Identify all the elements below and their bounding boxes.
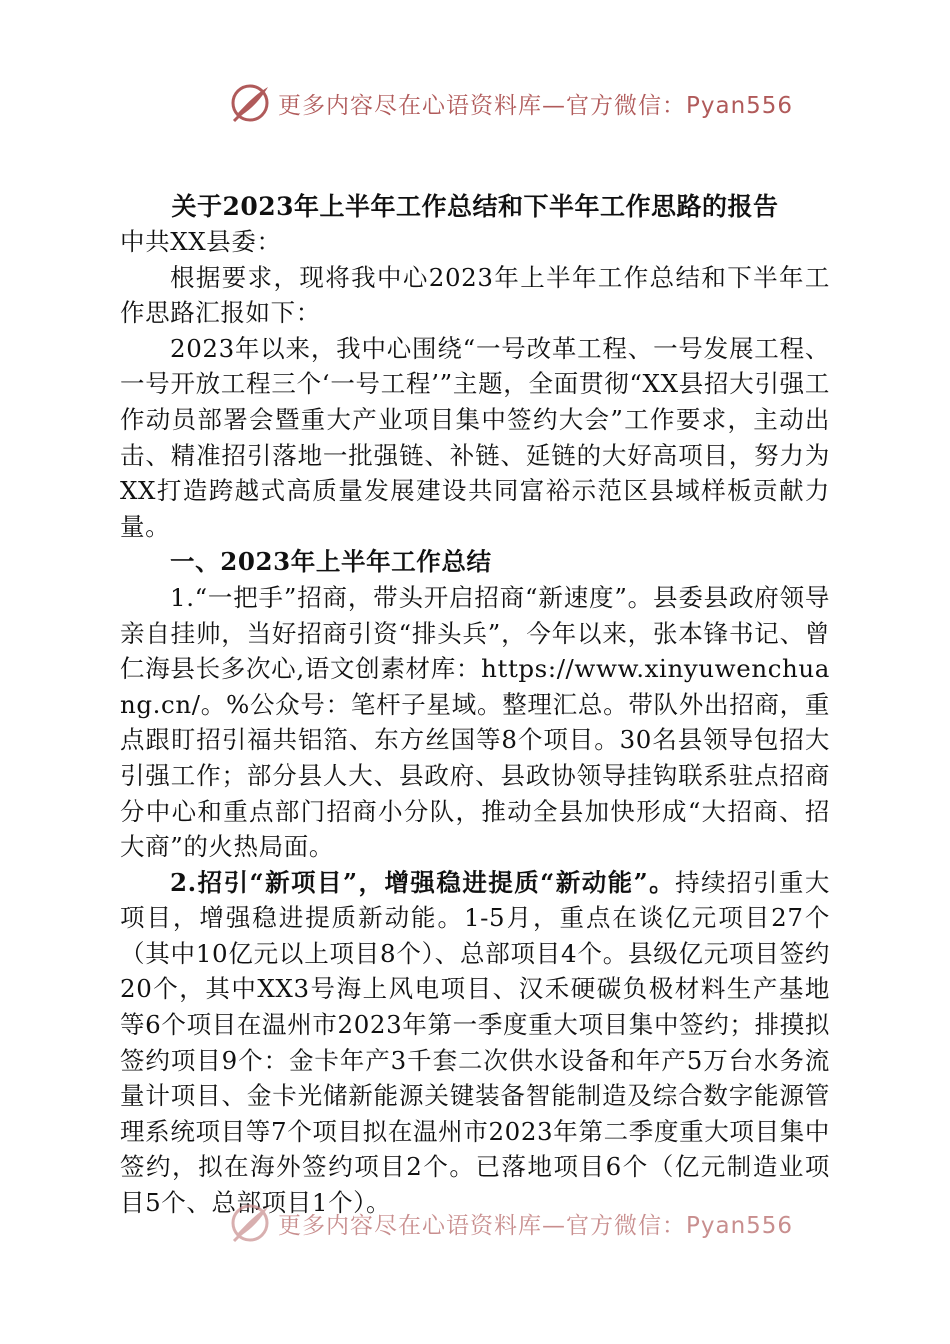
header-watermark-banner	[228, 78, 794, 128]
item2-text: 持续招引重大项目，增强稳进提质新动能。1-5月，重点在谈亿元项目27个（其中10亿元以上项目8个）、总部项目4个。县级亿元项目签约20个，其中XX3号海上风电项目、汉禾硬碳负极材料生产基地等6个项目在温州市2023年第一季度重大项目集中签约；排摸拟签约项目9个：金卡年产3千套二次供水设备和年产5万台水务流量计项目、金卡光储新能源关键装备智能制造及综合数字能源管理系统项目等7个项目拟在温州市2023年第二季度重大项目集中签约，拟在海外签约项目2个。已落地项目6个（亿元制造业项目5个、总部项目1个）。	[120, 867, 830, 1218]
item2-paragraph	[120, 865, 830, 1221]
document-title: 关于2023年上半年工作总结和下半年工作思路的报告	[171, 192, 779, 221]
overview-paragraph: 2023年以来，我中心围绕“一号改革工程、一号发展工程、一号开放工程三个‘一号工程’”主题，全面贯彻“XX县招大引强工作动员部署会暨重大产业项目集中签约大会”工作要求，主动出击、精准招引落地一批强链、补链、延链的大好高项目，努力为XX打造跨越式高质量发展建设共同富裕示范区县域样板贡献力量。	[120, 333, 830, 541]
footer-watermark-banner	[228, 1198, 794, 1248]
salutation: 中共XX县委：	[120, 227, 282, 256]
footer-watermark-text: 更多内容尽在心语资料库—官方微信：Pyan556	[278, 1212, 794, 1239]
section1-heading: 一、2023年上半年工作总结	[170, 547, 492, 577]
intro-paragraph: 根据要求，现将我中心2023年上半年工作总结和下半年工作思路汇报如下：	[120, 262, 830, 328]
item2-heading: 2.招引“新项目”，增强稳进提质“新动能”。	[170, 867, 676, 897]
header-watermark-text: 更多内容尽在心语资料库—官方微信：Pyan556	[278, 92, 794, 119]
document-body	[120, 190, 830, 1221]
quill-logo-icon	[228, 81, 272, 125]
item1-paragraph: 1.“一把手”招商，带头开启招商“新速度”。县委县政府领导亲自挂帅，当好招商引资“排头兵”，今年以来，张本锋书记、曾仁海县长多次心,语文创素材库：https://www.xinyuwenchuang.cn/。%公众号：笔杆子星域。整理汇总。带队外出招商，重点跟盯招引福共铝箔、东方丝国等8个项目。30名县领导包招大引强工作；部分县人大、县政府、县政协领导挂钩联系驻点招商分中心和重点部门招商小分队，推动全县加快形成“大招商、招大商”的火热局面。	[120, 582, 830, 862]
quill-logo-icon	[228, 1201, 272, 1245]
